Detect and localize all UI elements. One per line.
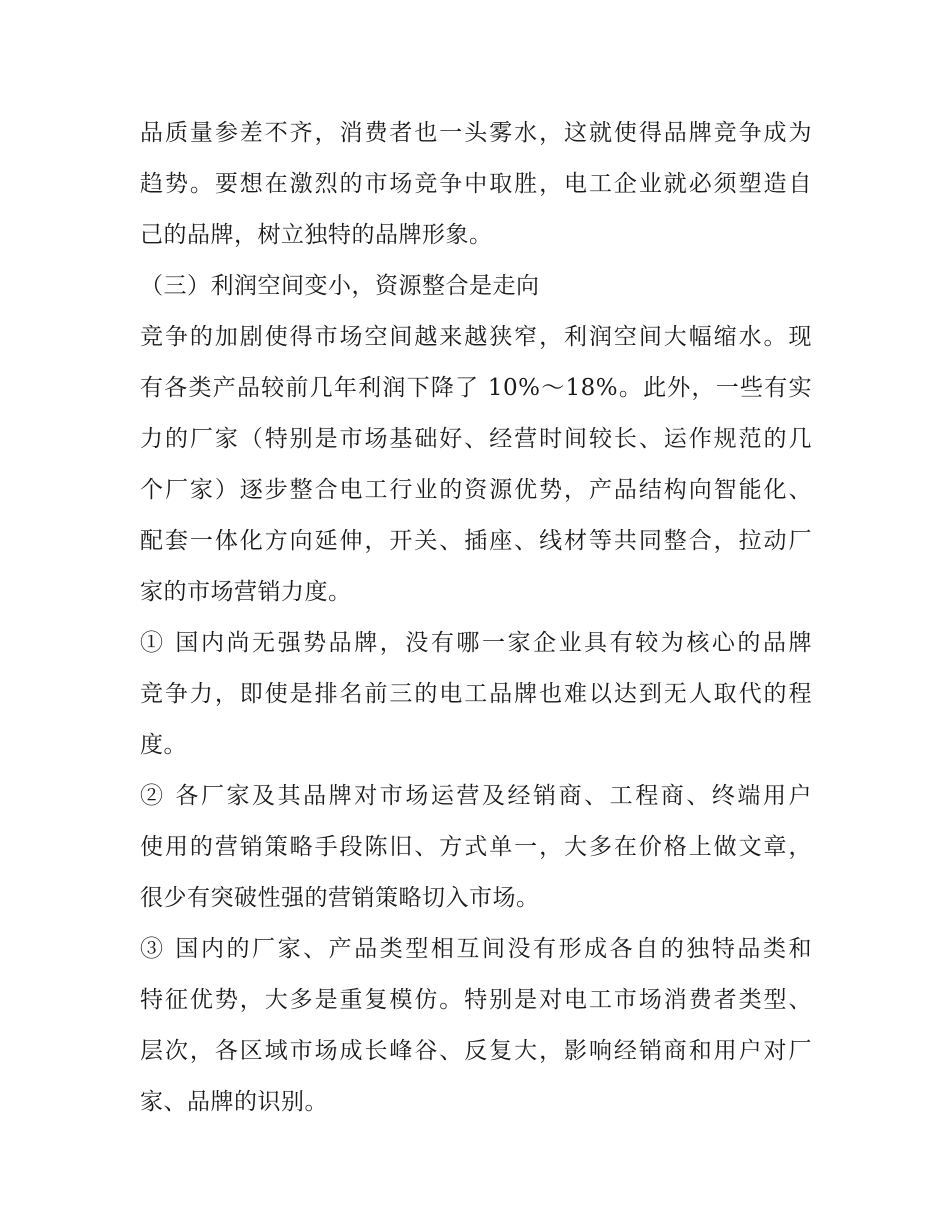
text-line: 家的市场营销力度。 bbox=[140, 579, 352, 605]
text-line: 很少有突破性强的营销策略切入市场。 bbox=[140, 885, 540, 911]
text-line: 品质量参差不齐，消费者也一头雾水，这就使得品牌竞争成为 bbox=[140, 120, 812, 146]
text-line: 己的品牌，树立独特的品牌形象。 bbox=[140, 222, 493, 248]
text-line: 个厂家）逐步整合电工行业的资源优势，产品结构向智能化、 bbox=[140, 477, 812, 503]
text-line: 有各类产品较前几年利润下降了 10%～18%。此外，一些有实 bbox=[140, 375, 812, 401]
document-body bbox=[140, 108, 812, 1128]
paragraph-brand-competition bbox=[140, 108, 812, 261]
paragraph-profit-space bbox=[140, 312, 812, 618]
text-line: 配套一体化方向延伸，开关、插座、线材等共同整合，拉动厂 bbox=[140, 528, 812, 554]
text-line: 力的厂家（特别是市场基础好、经营时间较长、运作规范的几 bbox=[140, 426, 812, 452]
text-line: ① 国内尚无强势品牌，没有哪一家企业具有较为核心的品牌 bbox=[140, 630, 812, 656]
list-item-2 bbox=[140, 771, 812, 924]
list-item-3 bbox=[140, 924, 812, 1128]
text-line: 特征优势，大多是重复模仿。特别是对电工市场消费者类型、 bbox=[140, 987, 812, 1013]
list-item-1 bbox=[140, 618, 812, 771]
text-line: 竞争的加剧使得市场空间越来越狭窄，利润空间大幅缩水。现 bbox=[140, 324, 812, 350]
text-line: 家、品牌的识别。 bbox=[140, 1089, 328, 1115]
section-heading-3 bbox=[140, 261, 812, 312]
text-line: 竞争力，即使是排名前三的电工品牌也难以达到无人取代的程 bbox=[140, 681, 812, 707]
text-line: ③ 国内的厂家、产品类型相互间没有形成各自的独特品类和 bbox=[140, 936, 812, 962]
heading-text: （三）利润空间变小，资源整合是走向 bbox=[140, 273, 540, 299]
text-line: 层次，各区域市场成长峰谷、反复大，影响经销商和用户对厂 bbox=[140, 1038, 812, 1064]
text-line: ② 各厂家及其品牌对市场运营及经销商、工程商、终端用户 bbox=[140, 783, 812, 809]
text-line: 使用的营销策略手段陈旧、方式单一，大多在价格上做文章， bbox=[140, 834, 812, 860]
text-line: 度。 bbox=[140, 732, 187, 758]
text-line: 趋势。要想在激烈的市场竞争中取胜，电工企业就必须塑造自 bbox=[140, 171, 812, 197]
